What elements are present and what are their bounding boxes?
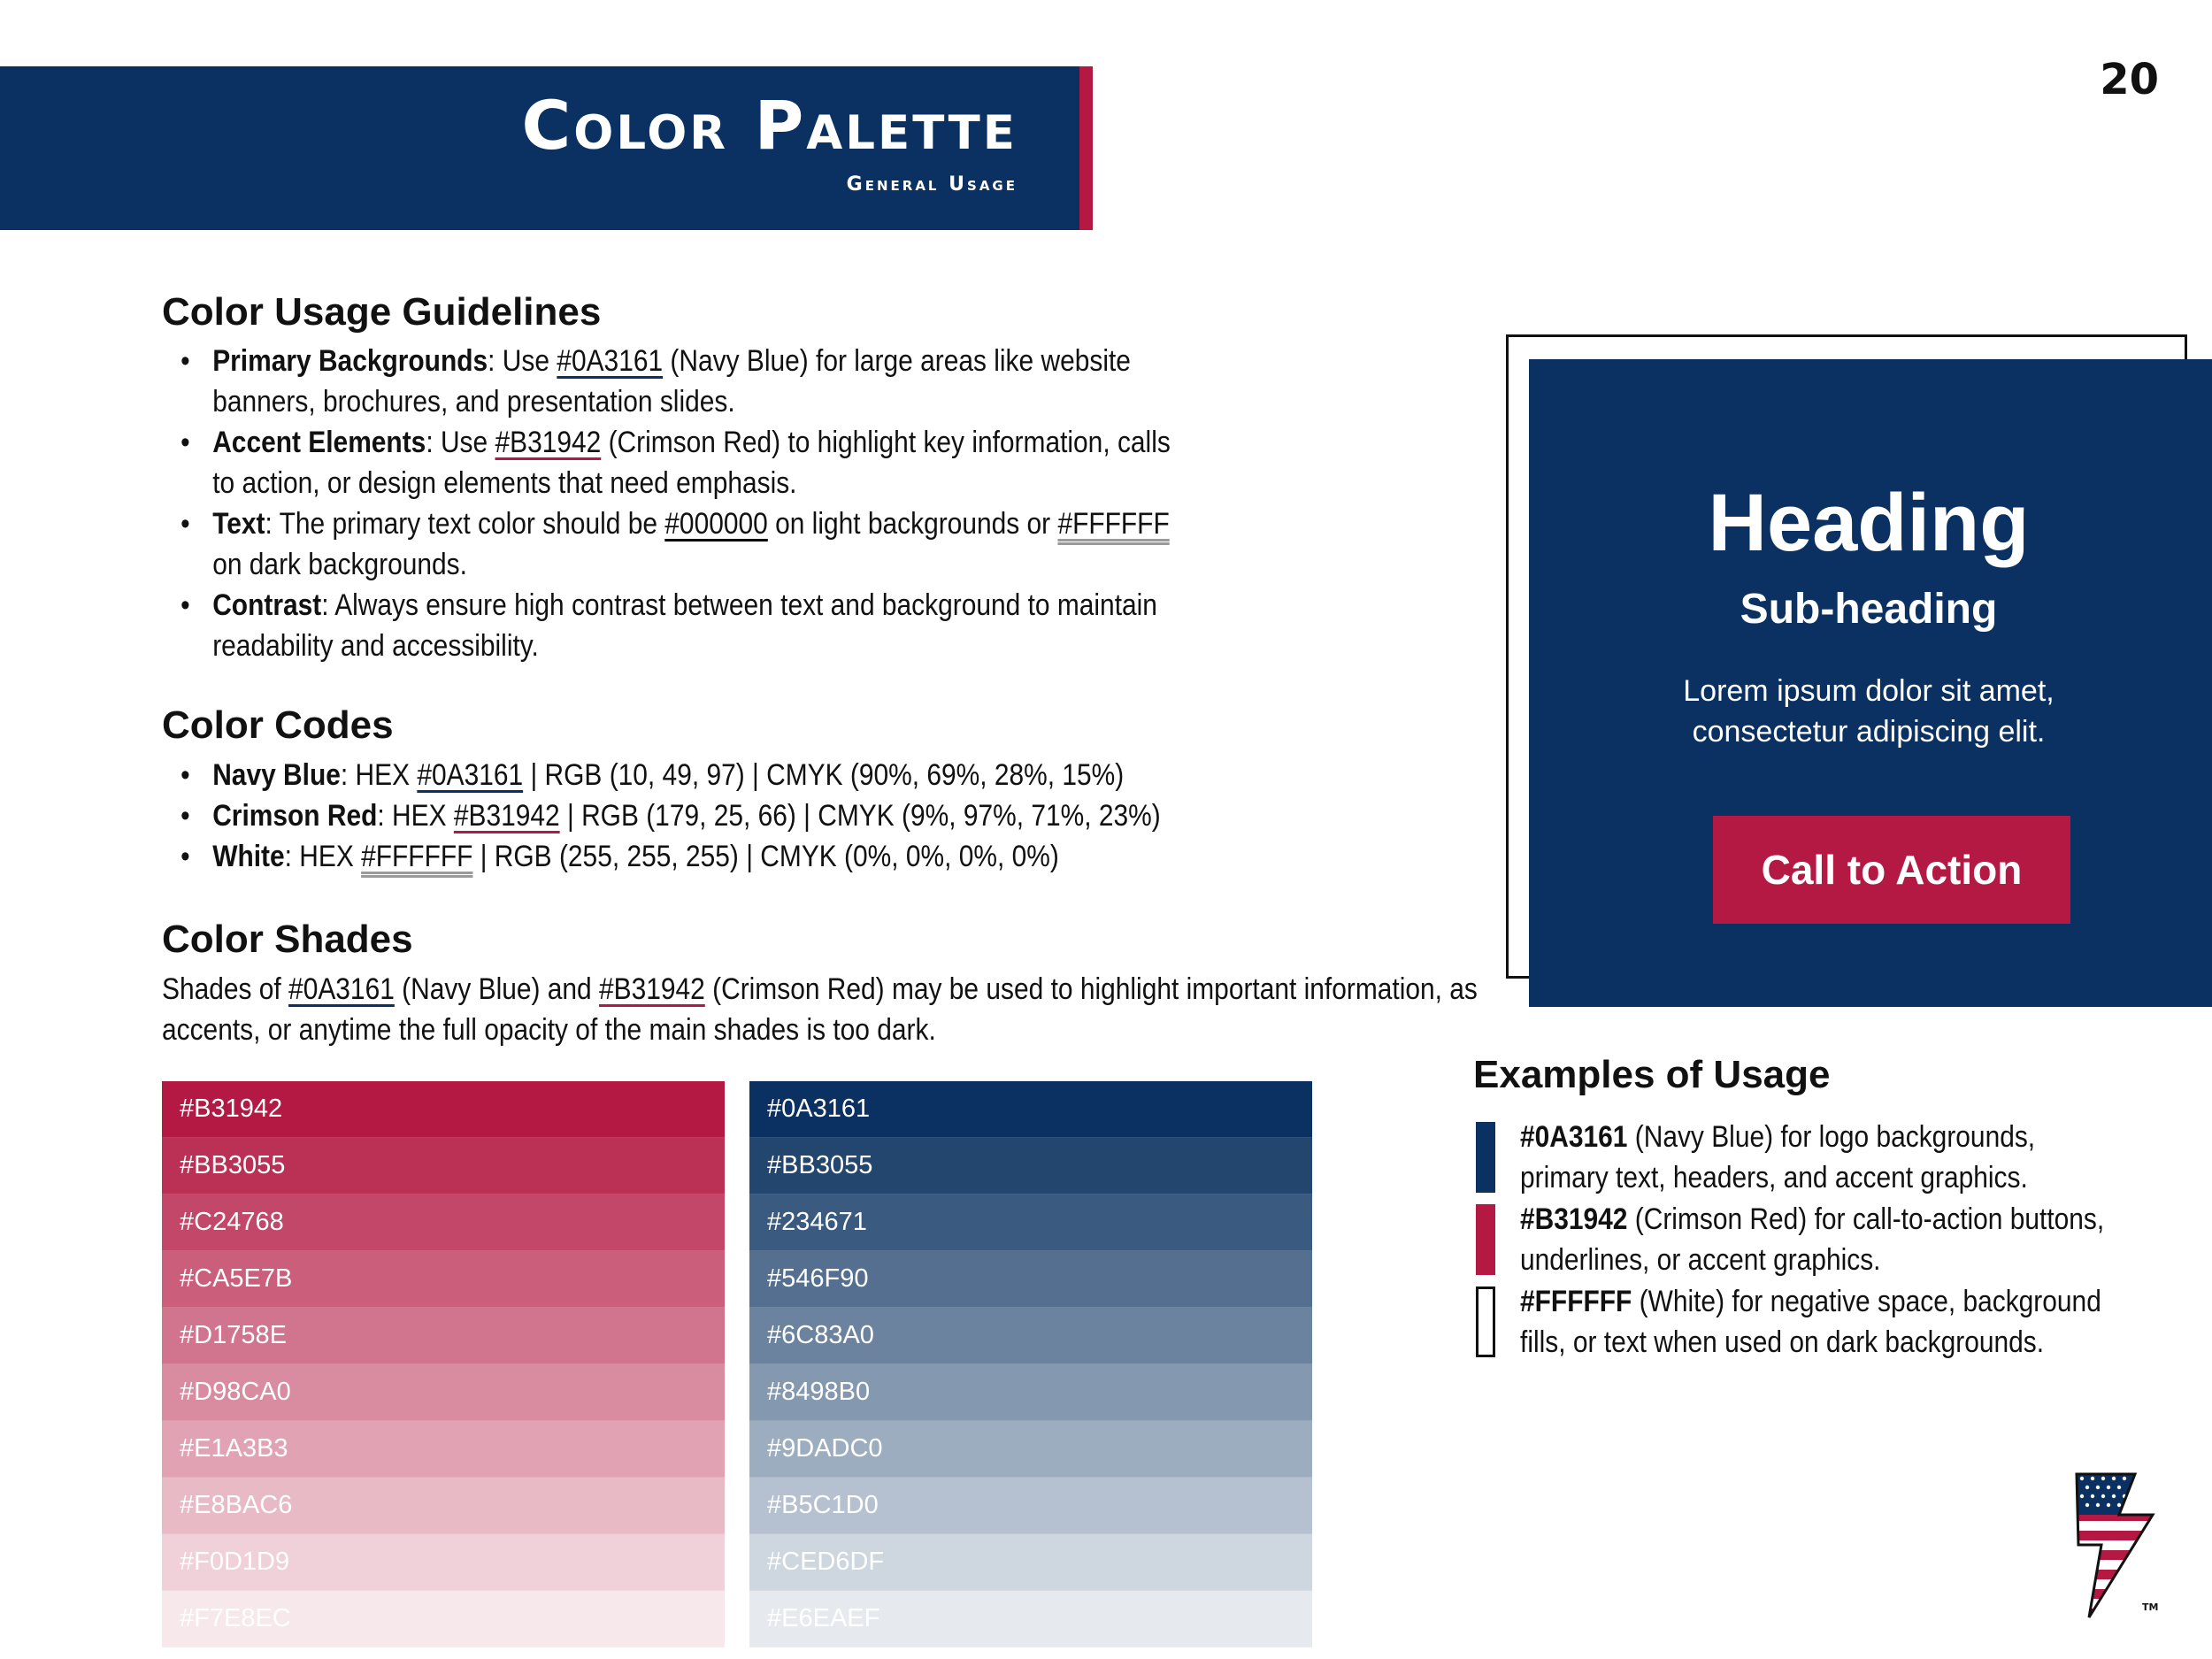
list-item xyxy=(162,795,1197,836)
shade-row: #CED6DF xyxy=(749,1534,1312,1591)
list-item xyxy=(162,836,1197,877)
example-description: (White) for negative space, background fills, or text when used on dark backgrounds. xyxy=(1520,1285,2101,1359)
shade-row: #BB3055 xyxy=(749,1138,1312,1194)
hex-code: #0A3161 xyxy=(417,758,524,792)
list-item xyxy=(162,422,1197,503)
example-text xyxy=(1520,1199,2127,1280)
card-body-line: consectetur adipiscing elit. xyxy=(1692,715,2046,749)
page-subtitle: General Usage xyxy=(846,173,1018,196)
hex-code: #FFFFFF xyxy=(361,840,473,873)
list-item-text: : Use xyxy=(488,344,557,378)
shade-row: #D1758E xyxy=(162,1308,725,1364)
shades-description xyxy=(162,969,1486,1050)
shade-row: #6C83A0 xyxy=(749,1308,1312,1364)
flag-lightning-bolt-icon xyxy=(2075,1472,2163,1623)
list-item-text: : Always ensure high contrast between text and background to maintain readability and accessibility. xyxy=(212,588,1157,663)
shade-row: #B31942 xyxy=(162,1081,725,1138)
list-item-label: Contrast xyxy=(212,588,322,622)
crimson-swatch xyxy=(1476,1204,1495,1275)
list-item-text: | RGB (255, 255, 255) | CMYK (0%, 0%, 0%, 0%) xyxy=(472,840,1059,873)
list-item-label: Text xyxy=(212,507,265,541)
list-item-label: Navy Blue xyxy=(212,758,341,792)
list-item-label: White xyxy=(212,840,285,873)
list-item-text: | RGB (179, 25, 66) | CMYK (9%, 97%, 71%, 23%) xyxy=(559,799,1161,833)
example-text xyxy=(1520,1281,2127,1363)
shade-row: #8498B0 xyxy=(749,1364,1312,1421)
shade-row: #0A3161 xyxy=(749,1081,1312,1138)
shade-row: #546F90 xyxy=(749,1251,1312,1308)
list-item-text: (Crimson Red) to highlight key information, calls to action, or design elements that need emphasis. xyxy=(212,426,1171,500)
shade-row: #D98CA0 xyxy=(162,1364,725,1421)
shade-row: #9DADC0 xyxy=(749,1421,1312,1478)
list-item-text: : HEX xyxy=(284,840,362,873)
hex-code: #000000 xyxy=(664,507,768,541)
list-item-label: Accent Elements xyxy=(212,426,426,459)
list-item-label: Crimson Red xyxy=(212,799,378,833)
call-to-action-button[interactable]: Call to Action xyxy=(1713,816,2070,924)
shade-row: #CA5E7B xyxy=(162,1251,725,1308)
examples-heading: Examples of Usage xyxy=(1473,1053,1831,1096)
codes-heading: Color Codes xyxy=(162,703,394,747)
guidelines-list xyxy=(162,341,1197,666)
list-item-label: Primary Backgrounds xyxy=(212,344,488,378)
list-item-text: : HEX xyxy=(377,799,454,833)
hex-code: #FFFFFF xyxy=(1057,507,1170,541)
example-description: (Navy Blue) for logo backgrounds, primary text, headers, and accent graphics. xyxy=(1520,1120,2036,1194)
shade-row: #BB3055 xyxy=(162,1138,725,1194)
list-item-text: : The primary text color should be xyxy=(265,507,665,541)
hex-code: #0A3161 xyxy=(557,344,664,378)
shade-row: #C24768 xyxy=(162,1194,725,1251)
crimson-shades-table xyxy=(162,1081,725,1647)
list-item xyxy=(162,341,1197,422)
list-item-text: : HEX xyxy=(340,758,418,792)
guidelines-heading: Color Usage Guidelines xyxy=(162,290,602,334)
hex-code: #B31942 xyxy=(1520,1202,1628,1236)
page-number: 20 xyxy=(2100,55,2159,104)
list-item-text: on dark backgrounds. xyxy=(212,548,467,581)
hex-code: #FFFFFF xyxy=(1520,1285,1632,1318)
shade-row: #E6EAEF xyxy=(749,1591,1312,1647)
list-item xyxy=(162,503,1197,585)
example-text xyxy=(1520,1117,2127,1198)
shades-description-text: Shades of xyxy=(162,972,289,1006)
shades-description-text: (Navy Blue) and xyxy=(394,972,600,1006)
card-body-text xyxy=(1529,671,2208,752)
shade-row: #F7E8EC xyxy=(162,1591,725,1647)
title-banner-accent-stripe xyxy=(1079,66,1093,230)
page-title: Color Palette xyxy=(521,86,1018,165)
navy-swatch xyxy=(1476,1122,1495,1193)
trademark-mark: TM xyxy=(2142,1601,2159,1613)
hex-code: #B31942 xyxy=(599,972,705,1006)
hex-code: #B31942 xyxy=(453,799,560,833)
shades-heading: Color Shades xyxy=(162,918,413,961)
white-swatch xyxy=(1476,1286,1495,1357)
hex-code: #0A3161 xyxy=(1520,1120,1628,1154)
list-item-text: (Navy Blue) for large areas like website banners, brochures, and presentation slides. xyxy=(212,344,1131,419)
card-subheading: Sub-heading xyxy=(1740,586,1998,633)
list-item xyxy=(162,585,1197,666)
list-item-text: on light backgrounds or xyxy=(767,507,1058,541)
shade-row: #E1A3B3 xyxy=(162,1421,725,1478)
list-item xyxy=(162,755,1197,795)
navy-shades-table xyxy=(749,1081,1312,1647)
shades-description-text: (Crimson Red) may be used to highlight important information, as accents, or anytime the full opacity of the main shades is too dark. xyxy=(162,972,1478,1047)
list-item-text: | RGB (10, 49, 97) | CMYK (90%, 69%, 28%, 15%) xyxy=(523,758,1125,792)
example-description: (Crimson Red) for call-to-action buttons, underlines, or accent graphics. xyxy=(1520,1202,2105,1277)
card-body-line: Lorem ipsum dolor sit amet, xyxy=(1683,674,2055,708)
hex-code: #0A3161 xyxy=(288,972,395,1006)
shade-row: #B5C1D0 xyxy=(749,1478,1312,1534)
shade-row: #234671 xyxy=(749,1194,1312,1251)
card-heading: Heading xyxy=(1708,478,2030,568)
shade-row: #E8BAC6 xyxy=(162,1478,725,1534)
hex-code: #B31942 xyxy=(495,426,602,459)
shade-row: #F0D1D9 xyxy=(162,1534,725,1591)
list-item-text: : Use xyxy=(426,426,495,459)
codes-list xyxy=(162,755,1197,877)
